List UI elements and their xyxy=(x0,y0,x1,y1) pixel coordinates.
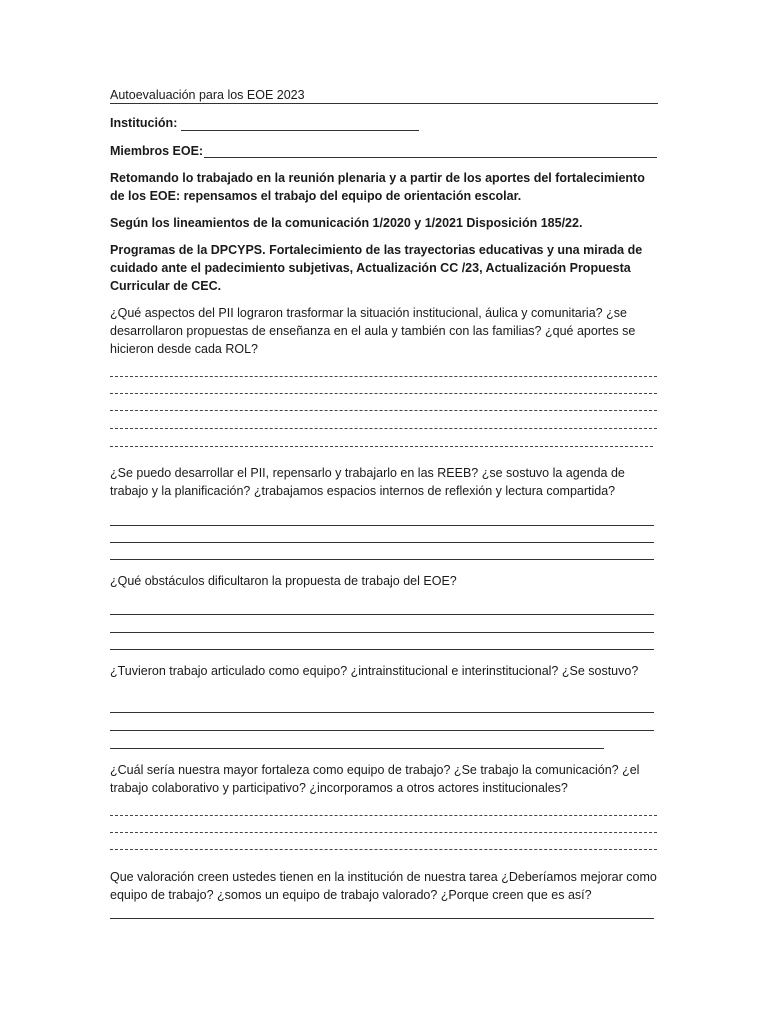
answer-line[interactable] xyxy=(110,832,657,833)
intro-paragraph-1: Retomando lo trabajado en la reunión plenaria y a partir de los aportes del fortalecimiento de los EOE: repensamos el trabajo del equipo de orientación escolar. xyxy=(110,171,645,203)
answer-line[interactable] xyxy=(110,393,657,394)
answer-line[interactable] xyxy=(110,428,657,429)
question-4: ¿Tuvieron trabajo articulado como equipo? ¿intrainstitucional e interinstitucional? ¿Se sostuvo? xyxy=(110,664,639,678)
answer-line[interactable] xyxy=(110,849,657,850)
answer-line[interactable] xyxy=(110,730,654,731)
members-field[interactable] xyxy=(204,157,657,158)
answer-line[interactable] xyxy=(110,446,653,447)
intro-paragraph-3: Programas de la DPCYPS. Fortalecimiento de las trayectorias educativas y una mirada de cuidado ante el padecimiento subjetivas, Actualización CC /23, Actualización Propuesta Curricular de CEC. xyxy=(110,243,643,293)
answer-line[interactable] xyxy=(110,632,654,633)
question-5: ¿Cuál sería nuestra mayor fortaleza como equipo de trabajo? ¿Se trabajo la comunicación? ¿el trabajo colaborativo y participativo? ¿incorporamos a otros actores institucionales? xyxy=(110,763,640,795)
institution-label: Institución: xyxy=(110,116,178,130)
question-2: ¿Se puedo desarrollar el PII, repensarlo y trabajarlo en las REEB? ¿se sostuvo la agenda de trabajo y la planificación? ¿trabajamos espacios internos de reflexión y lectura compartida? xyxy=(110,466,625,498)
answer-line[interactable] xyxy=(110,542,654,543)
intro-paragraph-2: Según los lineamientos de la comunicación 1/2020 y 1/2021 Disposición 185/22. xyxy=(110,216,583,230)
answer-line[interactable] xyxy=(110,815,657,816)
answer-line[interactable] xyxy=(110,410,657,411)
institution-field[interactable] xyxy=(181,130,419,131)
title-underline xyxy=(110,86,658,104)
answer-line[interactable] xyxy=(110,712,654,713)
members-label: Miembros EOE: xyxy=(110,144,204,158)
question-6: Que valoración creen ustedes tienen en la institución de nuestra tarea ¿Deberíamos mejorar como equipo de trabajo? ¿somos un equipo de trabajo valorado? ¿Porque creen que es así? xyxy=(110,870,657,902)
question-3: ¿Qué obstáculos dificultaron la propuesta de trabajo del EOE? xyxy=(110,574,457,588)
answer-line[interactable] xyxy=(110,649,654,650)
answer-line[interactable] xyxy=(110,614,654,615)
answer-line[interactable] xyxy=(110,748,604,749)
answer-line[interactable] xyxy=(110,525,654,526)
question-1: ¿Qué aspectos del PII lograron trasformar la situación institucional, áulica y comunitaria? ¿se desarrollaron propuestas de enseñanza en el aula y también con las familias? ¿qué aportes se hicieron desde cada ROL? xyxy=(110,306,636,356)
document-title: Autoevaluación para los EOE 2023 xyxy=(110,88,305,102)
answer-line[interactable] xyxy=(110,376,657,377)
answer-line[interactable] xyxy=(110,918,654,919)
answer-line[interactable] xyxy=(110,559,654,560)
